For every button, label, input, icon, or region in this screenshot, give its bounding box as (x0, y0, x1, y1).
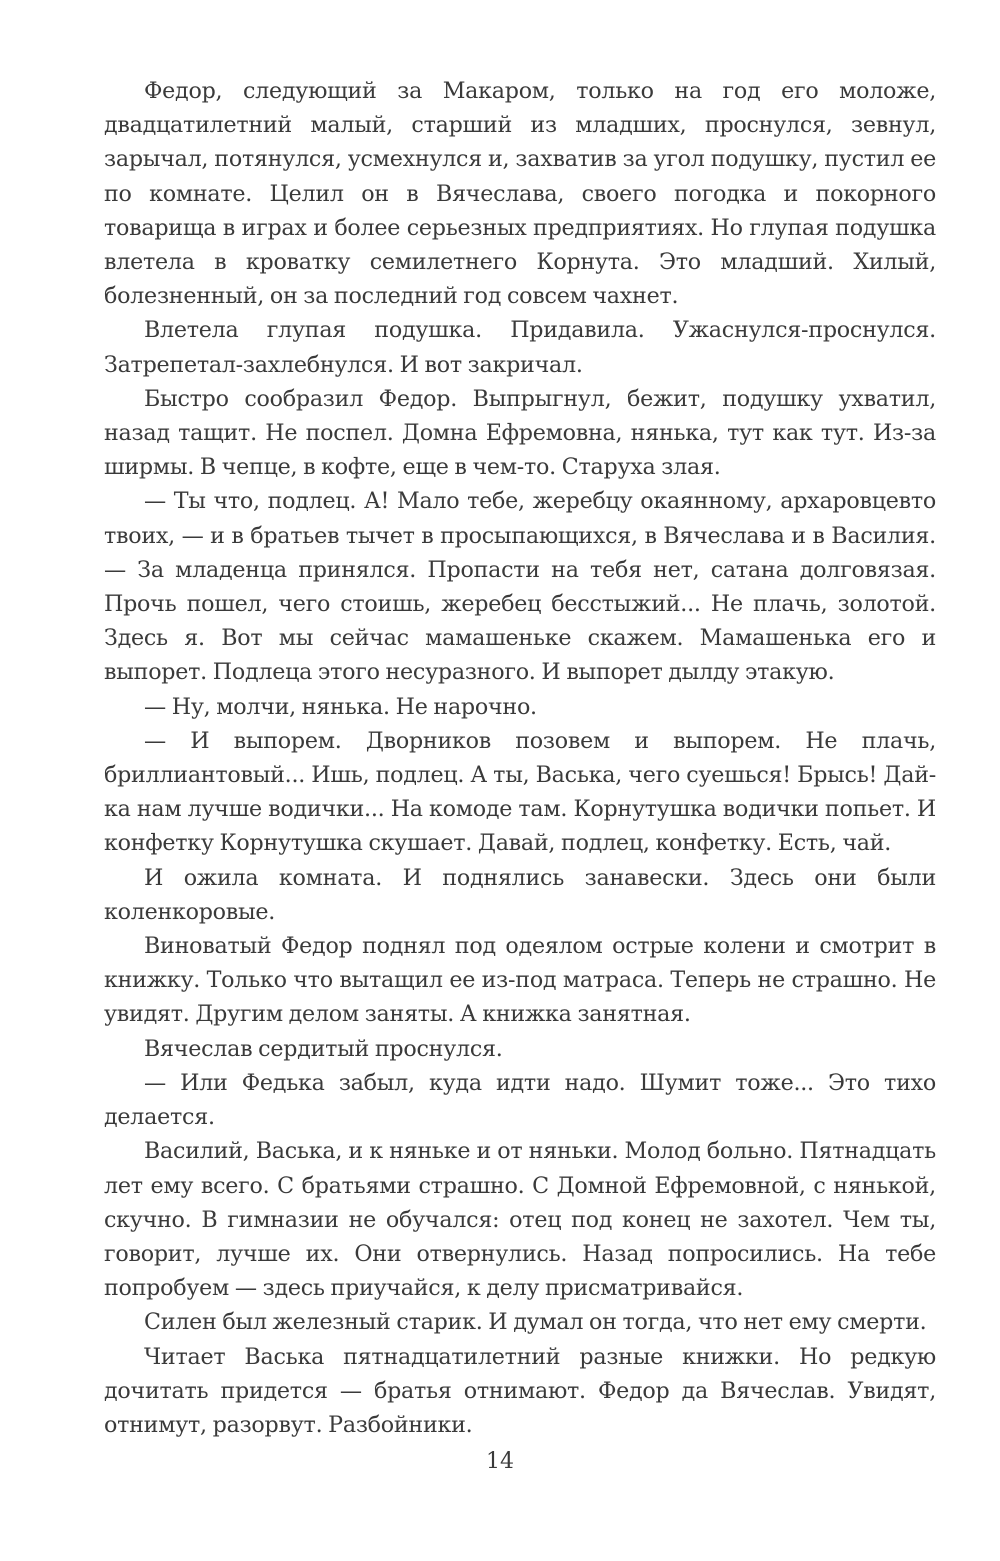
paragraph-3: Быстро сообразил Федор. Выпрыгнул, бежит, подушку ухватил, назад тащит. Не поспел. Домна Ефремовна, нянька, тут как тут. Из-за ширмы. В чепце, в кофте, еще в чем-то. Старуха злая. (104, 385, 936, 481)
paragraph-13: Читает Васька пятнадцатилетний разные книжки. Но редкую дочитать придется — братья отнимают. Федор да Вячеслав. Увидят, отнимут, разорвут. Разбойники. (104, 1343, 936, 1438)
paragraph-8: Виноватый Федор поднял под одеялом острые колени и смотрит в книжку. Только что вытащил ее из-под матраса. Теперь не страшно. Не увидят. Другим делом заняты. А книжка занятная. (104, 933, 936, 1028)
page-text (104, 74, 936, 1442)
paragraph-2: Влетела глупая подушка. Придавила. Ужаснулся-проснулся. Затрепетал-захлебнулся. И вот закричал. (104, 317, 936, 378)
paragraph-11: Василий, Васька, и к няньке и от няньки. Молод больно. Пятнадцать лет ему всего. С братьями страшно. С Домной Ефремовной, с нянькой, скучно. В гимназии не обучался: отец под конец не захотел. Чем ты, говорит, лучше их. Они отвернулись. Назад попросились. На тебе попробуем — здесь приучайся, к делу присматривайся. (104, 1138, 936, 1302)
paragraph-6: — И выпорем. Дворников позовем и выпорем. Не плачь, бриллиантовый... Ишь, подлец. А ты, Васька, чего суешься! Брысь! Дай-ка нам лучше водички... На комоде там. Корнутушка водички попьет. И конфетку Корнутушка скушает. Давай, подлец, конфетку. Есть, чай. (104, 727, 936, 857)
page-number: 14 (486, 1449, 514, 1474)
paragraph-4: — Ты что, подлец. А! Мало тебе, жеребцу окаянному, архаровцевто твоих, — и в братьев тычет в просыпающихся, в Вячеслава и в Василия. — За младенца принялся. Пропасти на тебя нет, сатана долговязая. Прочь пошел, чего стоишь, жеребец бесстыжий... Не плачь, золотой. Здесь я. Вот мы сейчас мамашеньке скажем. Мамашенька его и выпорет. Подлеца этого несуразного. И выпорет дылду этакую. (104, 488, 936, 686)
paragraph-7: И ожила комната. И поднялись занавески. Здесь они были коленкоровые. (104, 864, 936, 925)
paragraph-5: — Ну, молчи, нянька. Не нарочно. (144, 693, 537, 720)
paragraph-1: Федор, следующий за Макаром, только на год его моложе, двадцатилетний малый, старший из младших, проснулся, зевнул, зарычал, потянулся, усмехнулся и, захватив за угол подушку, пустил ее по комнате. Целил он в Вячеслава, своего погодка и покорного товарища в играх и более серьезных предприятиях. Но глупая подушка влетела в кроватку семилетнего Корнута. Это младший. Хилый, болезненный, он за последний год совсем чахнет. (104, 78, 936, 310)
paragraph-10: — Или Федька забыл, куда идти надо. Шумит тоже... Это тихо делается. (104, 1069, 936, 1131)
paragraph-9: Вячеслав сердитый проснулся. (144, 1035, 503, 1062)
paragraph-12: Силен был железный старик. И думал он тогда, что нет ему смерти. (144, 1309, 927, 1336)
